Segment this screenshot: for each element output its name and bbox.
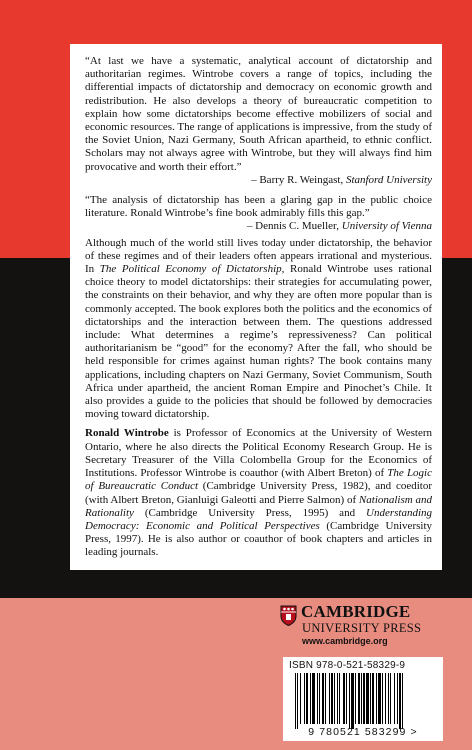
barcode-bar bbox=[310, 673, 311, 724]
barcode-bar bbox=[319, 673, 320, 724]
barcode-bar bbox=[349, 673, 350, 729]
barcode-bar bbox=[361, 673, 362, 724]
description-text: Although much of the world still lives today under dictatorship, the behavior of these regimes and of their leaders often appears irrational and mysterious. In bbox=[85, 236, 432, 276]
author-name: Ronald Wintrobe bbox=[85, 427, 169, 440]
attribution-name: – Barry R. Weingast, bbox=[251, 173, 346, 186]
bio-book-title: Nationalism and Rationality bbox=[85, 493, 432, 519]
barcode-digits: 9 780521 583299 > bbox=[308, 726, 418, 738]
bio-text: is Professor of Economics at the University of Western Ontario, where he also directs the Political Economy Research Group. He is Secretary Treasurer of the Villa Colombella Group for the Economics of Institutions. Professor Wintrobe is coauthor (with Albert Breton) of bbox=[85, 427, 432, 480]
quote-attribution-mueller bbox=[85, 220, 432, 233]
barcode-bar bbox=[331, 673, 333, 724]
back-cover-text-panel bbox=[70, 44, 442, 570]
book-description bbox=[85, 237, 432, 422]
barcode-bar bbox=[385, 673, 386, 724]
barcode-bar bbox=[297, 673, 298, 729]
bio-text: (Cambridge University Press, 1982), and coeditor (with Albert Breton, Gianluigi Galeotti and Pierre Salmon) of bbox=[85, 480, 432, 506]
barcode-bar bbox=[370, 673, 371, 724]
quote-text: “At last we have a systematic, analytical account of dictatorship and authoritarian regimes. Wintrobe covers a range of topics, including the differential impacts of dictatorship and democracy on economic growth and redistribution. He also develops a theory of bureaucratic competition to explain how some dictatorships become effective mobilizers of social and economic resources. The range of applications is impressive, from the study of the Soviet Union, Nazi Germany, South African apartheid, to ethnic conflict. Scholars may not always agree with Wintrobe, but they will always find him provocative and worth their effort.” bbox=[85, 55, 432, 173]
bio-text: (Cambridge University Press, 1997). He is also author or coauthor of book chapters and articles in leading journals. bbox=[85, 519, 432, 559]
attribution-affiliation: Stanford University bbox=[345, 173, 432, 186]
barcode-bar bbox=[378, 673, 381, 724]
barcode-bar bbox=[382, 673, 383, 724]
barcode-icon bbox=[287, 673, 439, 729]
barcode-bar bbox=[337, 673, 338, 724]
quote-attribution-weingast bbox=[85, 174, 432, 187]
barcode-bar bbox=[306, 673, 308, 724]
attribution-name: – Dennis C. Mueller, bbox=[246, 220, 342, 233]
publisher-name: CAMBRIDGE bbox=[301, 602, 411, 621]
barcode-bar bbox=[363, 673, 365, 724]
shield-crest-icon bbox=[280, 605, 297, 626]
barcode-bar bbox=[358, 673, 360, 724]
bio-text: (Cambridge University Press, 1995) and bbox=[133, 506, 366, 519]
publisher-press: UNIVERSITY PRESS bbox=[302, 621, 422, 635]
isbn-barcode-box bbox=[283, 657, 443, 741]
endorsement-quote-mueller bbox=[85, 194, 432, 220]
barcode-bar bbox=[325, 673, 326, 724]
quote-text: “The analysis of dictatorship has been a glaring gap in the public choice literature. Ronald Wintrobe’s fine book admirably fills this gap.” bbox=[85, 194, 432, 220]
barcode-bar bbox=[334, 673, 335, 724]
barcode-bar bbox=[304, 673, 305, 724]
barcode-bar bbox=[372, 673, 374, 724]
barcode-bar bbox=[355, 673, 356, 724]
barcode-bar bbox=[346, 673, 347, 724]
barcode-bar bbox=[312, 673, 315, 724]
barcode-bar bbox=[376, 673, 377, 724]
barcode-bar bbox=[329, 673, 330, 724]
attribution-affiliation: University of Vienna bbox=[341, 220, 432, 233]
barcode-bar bbox=[322, 673, 324, 724]
barcode-bar bbox=[402, 673, 403, 729]
barcode-bar bbox=[399, 673, 401, 729]
description-text: Ronald Wintrobe uses rational choice theory to model dictatorships: their strategies for accumulating power, the constraints on their behavior, and why they are often more popular than is commonly accepted. The book explores both the politics and the economics of dictatorships and the interaction between them. The questions addressed include: What determines a regime’s repressiveness? Can political authoritarianism be “good” for the economy? After the fall, who should be held responsible for crimes against human rights? The book contains many applications, including chapters on Nazi Germany, Soviet Communism, South Africa under apartheid, the ancient Roman Empire and Pinochet’s Chile. It also provides a guide to the policies that should be followed by democracies moving toward dictatorship. bbox=[85, 263, 432, 421]
isbn-label: ISBN 978-0-521-58329-9 bbox=[289, 660, 406, 671]
barcode-bar bbox=[366, 673, 369, 724]
author-biography bbox=[85, 427, 432, 559]
barcode-bar bbox=[394, 673, 395, 724]
endorsement-quote-weingast bbox=[85, 55, 432, 174]
book-title: The Political Economy of Dictatorship, bbox=[99, 263, 285, 276]
barcode-bar bbox=[351, 673, 354, 729]
barcode-bar bbox=[295, 673, 296, 729]
barcode-bar bbox=[343, 673, 345, 724]
barcode-bar bbox=[388, 673, 389, 724]
publisher-url: www.cambridge.org bbox=[302, 636, 388, 646]
barcode-bar bbox=[339, 673, 340, 724]
barcode-bar bbox=[390, 673, 391, 724]
bio-book-title: The Logic of Bureaucratic Conduct bbox=[85, 467, 432, 493]
bio-book-title: Understanding Democracy: Economic and Political Perspectives bbox=[85, 506, 432, 532]
barcode-bar bbox=[317, 673, 318, 724]
barcode-bar bbox=[300, 673, 301, 724]
barcode-bar bbox=[397, 673, 398, 724]
